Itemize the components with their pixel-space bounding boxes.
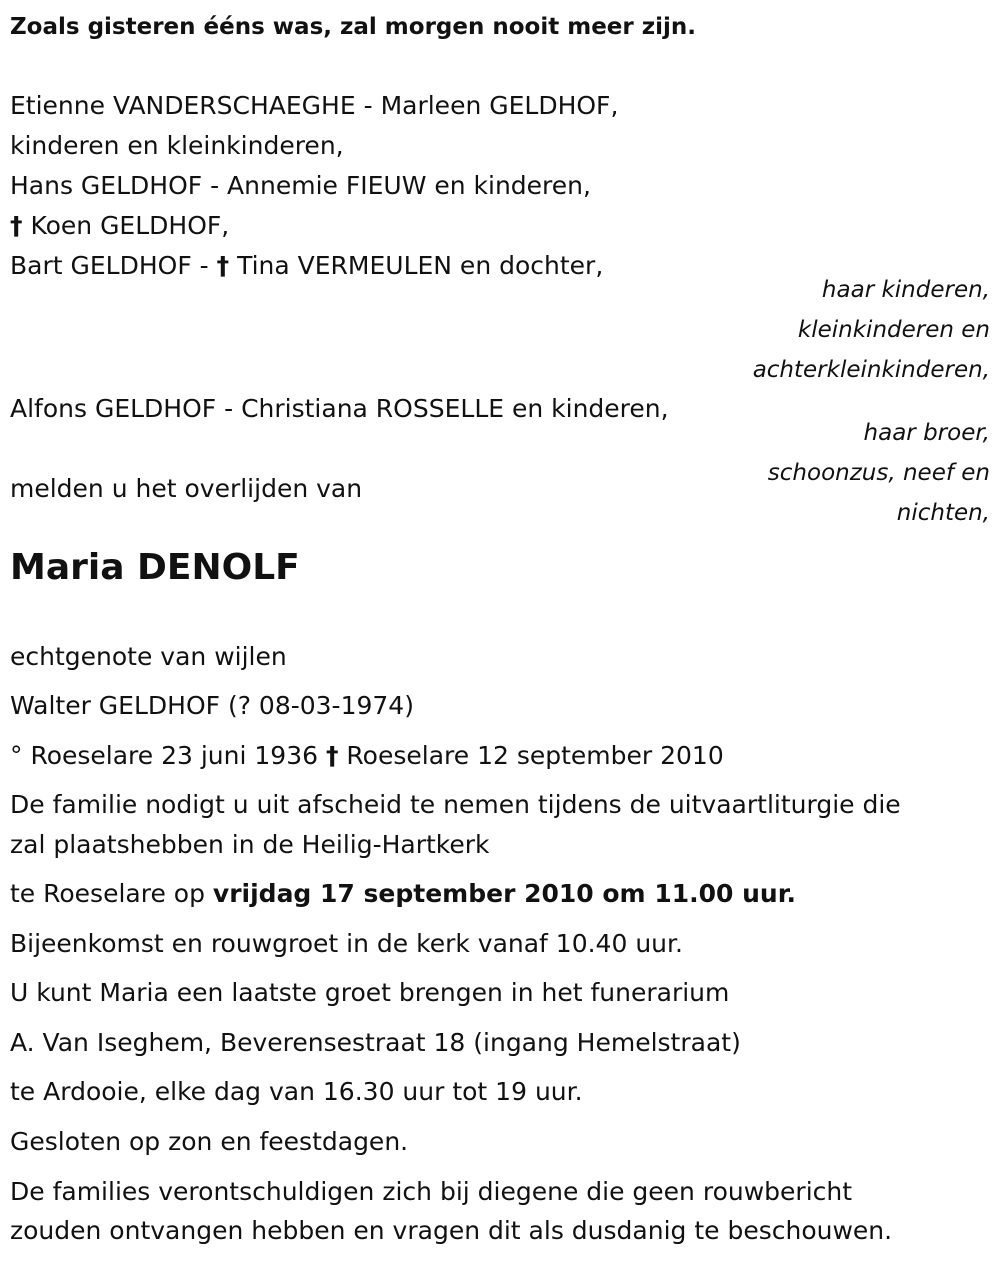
family-line-4-name: Koen GELDHOF, [22,211,230,240]
role-brother-line-2: schoonzus, neef en [767,460,990,486]
role-children-line-1: haar kinderen, [821,277,990,303]
spouse-intro: echtgenote van wijlen [10,642,287,671]
role-brother [768,413,990,533]
visit-line-2: A. Van Iseghem, Beverensestraat 18 (ingang Hemelstraat) [10,1028,741,1057]
role-brother-line-1: haar broer, [863,420,990,446]
cross-icon: † [216,251,230,280]
motto: Zoals gisteren ééns was, zal morgen nooit meer zijn. [10,14,697,40]
role-children-line-3: achterkleinkinderen, [752,357,990,383]
family-line-5 [10,246,603,286]
announcement: melden u het overlijden van [10,474,363,503]
birth-death-line [10,736,724,776]
deceased-name: Maria DENOLF [10,547,300,588]
role-children [753,270,990,390]
family-line-2: kinderen en kleinkinderen, [10,131,344,160]
death-text: Roeselare 12 september 2010 [338,741,724,770]
role-children-line-2: kleinkinderen en [797,317,990,343]
spouse-name: Walter GELDHOF (? 08-03-1974) [10,691,414,720]
funeral-date-time: vrijdag 17 september 2010 om 11.00 uur. [212,879,796,908]
family-line-5-part1: Bart GELDHOF - [10,251,217,280]
excuse-line-2: zouden ontvangen hebben en vragen dit als dusdanig te beschouwen. [10,1216,893,1245]
family-line-3: Hans GELDHOF - Annemie FIEUW en kinderen, [10,171,591,200]
cross-icon: † [325,741,339,770]
invite-line-2: zal plaatshebben in de Heilig-Hartkerk [10,830,490,859]
visit-line-3: te Ardooie, elke dag van 16.30 uur tot 19 uur. [10,1077,583,1106]
cross-icon: † [10,211,23,240]
family-line-1: Etienne VANDERSCHAEGHE - Marleen GELDHOF, [10,91,619,120]
gathering-line: Bijeenkomst en rouwgroet in de kerk vanaf 10.40 uur. [10,929,683,958]
visit-line-1: U kunt Maria een laatste groet brengen in het funerarium [10,978,730,1007]
role-brother-line-3: nichten, [896,500,990,526]
excuse-line-1: De families verontschuldigen zich bij diegene die geen rouwbericht [10,1177,853,1206]
family-line-5-part2: Tina VERMEULEN en dochter, [229,251,604,280]
birth-text: ° Roeselare 23 juni 1936 [10,741,326,770]
place-prefix: te Roeselare op [10,879,213,908]
family-line-6: Alfons GELDHOF - Christiana ROSSELLE en kinderen, [10,394,669,423]
closed-line: Gesloten op zon en feestdagen. [10,1127,409,1156]
funeral-date-line [10,874,796,914]
invite-line-1: De familie nodigt u uit afscheid te nemen tijdens de uitvaartliturgie die [10,790,901,819]
family-line-4 [10,206,229,246]
